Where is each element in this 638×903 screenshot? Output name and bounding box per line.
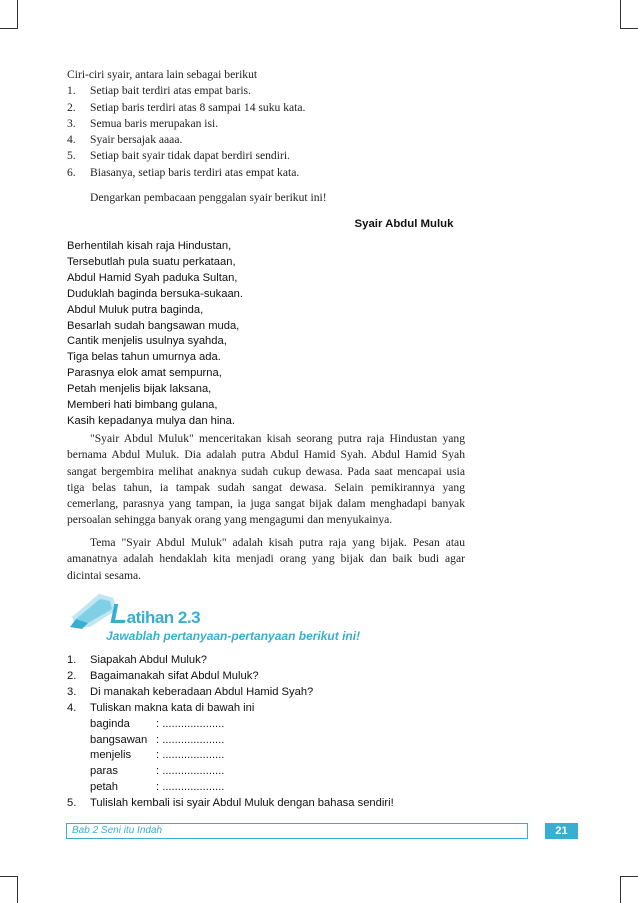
- poem-line: Tersebutlah pula suatu perkataan,: [67, 255, 236, 268]
- criteria-section: [67, 67, 487, 181]
- listen-instruction: Dengarkan pembacaan penggalan syair berikut ini!: [90, 191, 327, 204]
- word-item: bangsawan : ....................: [90, 733, 225, 746]
- list-item: 1. Setiap bait terdiri atas empat baris.: [67, 84, 251, 98]
- crop-mark: [620, 876, 638, 877]
- criteria-intro: Ciri-ciri syair, antara lain sebagai berikut: [67, 68, 258, 81]
- word-item: baginda : ....................: [90, 717, 225, 730]
- exercise-header: [66, 585, 406, 645]
- paragraph-summary: "Syair Abdul Muluk" menceritakan kisah seorang putra raja Hindustan yang bernama Abdul Muluk. Dia adalah putra Abdul Hamid Syah. Abdul Hamid Syah sangat bergembira melihat anaknya sudah cukup dewasa. Pada saat mencapai usia tiga belas tahun, ia tampak sudah sangat dewasa. Selain pemikirannya yang cemerlang, parasnya yang tampan, ia juga sangat bijak dalam menghadapi banyak persoalan sehingga banyak orang yang mengagumi dan menyukainya.: [67, 432, 465, 527]
- word-item: paras : ....................: [90, 765, 225, 778]
- list-item: 6. Biasanya, setiap baris terdiri atas empat kata.: [67, 165, 300, 179]
- poem-line: Parasnya elok amat sempurna,: [67, 367, 222, 380]
- list-item: 4. Tuliskan makna kata di bawah ini: [67, 701, 255, 714]
- word-list: [67, 717, 487, 797]
- poem-line: Berhentilah kisah raja Hindustan,: [67, 240, 232, 252]
- word-item: petah : ....................: [90, 781, 225, 794]
- crop-mark: [620, 0, 621, 29]
- crop-mark: [17, 0, 18, 29]
- list-item: 1. Siapakah Abdul Muluk?: [67, 654, 207, 666]
- poem-line: Duduklah baginda bersuka-sukaan.: [67, 287, 244, 300]
- poem-line: Petah menjelis bijak laksana,: [67, 383, 212, 396]
- list-item: 4. Syair bersajak aaaa.: [67, 133, 183, 147]
- list-item: 5. Tulislah kembali isi syair Abdul Muluk dengan bahasa sendiri!: [67, 797, 394, 810]
- question-list: [67, 653, 487, 812]
- footer-chapter: Bab 2 Seni itu Indah: [72, 825, 163, 836]
- crop-mark: [620, 876, 621, 903]
- poem-body: [67, 239, 243, 430]
- poem-line: Abdul Muluk putra baginda,: [67, 303, 204, 316]
- poem-title: Syair Abdul Muluk: [354, 218, 454, 230]
- poem-line: Kasih kepadanya mulya dan hina.: [67, 414, 235, 427]
- page-number: 21: [545, 823, 578, 839]
- list-item: 2. Bagaimanakah sifat Abdul Muluk?: [67, 669, 259, 682]
- poem-line: Memberi hati bimbang gulana,: [67, 399, 218, 412]
- crop-mark: [0, 876, 17, 877]
- crop-mark: [620, 28, 638, 29]
- poem-line: Tiga belas tahun umurnya ada.: [67, 351, 221, 364]
- crop-mark: [0, 28, 17, 29]
- exercise-subtitle: Jawablah pertanyaan-pertanyaan berikut ini!: [106, 629, 361, 643]
- list-item: 2. Setiap baris terdiri atas 8 sampai 14 suku kata.: [67, 100, 306, 114]
- paragraph-theme: Tema "Syair Abdul Muluk" adalah kisah putra raja yang bijak. Pesan atau amanatnya adalah hendaklah kita menjadi orang yang bijak dan baik budi agar dicintai sesama.: [67, 536, 465, 582]
- poem-line: Cantik menjelis usulnya syahda,: [67, 335, 227, 348]
- list-item: 3. Di manakah keberadaan Abdul Hamid Syah?: [67, 685, 314, 698]
- poem-line: Besarlah sudah bangsawan muda,: [67, 319, 240, 332]
- list-item: 3. Semua baris merupakan isi.: [67, 116, 219, 130]
- list-item: 5. Setiap bait syair tidak dapat berdiri sendiri.: [67, 149, 290, 163]
- footer-chapter-box: [66, 823, 528, 839]
- exercise-title: Latihan 2.3: [110, 598, 201, 629]
- word-item: menjelis : ....................: [90, 749, 225, 762]
- poem-line: Abdul Hamid Syah paduka Sultan,: [67, 271, 238, 284]
- crop-mark: [17, 876, 18, 903]
